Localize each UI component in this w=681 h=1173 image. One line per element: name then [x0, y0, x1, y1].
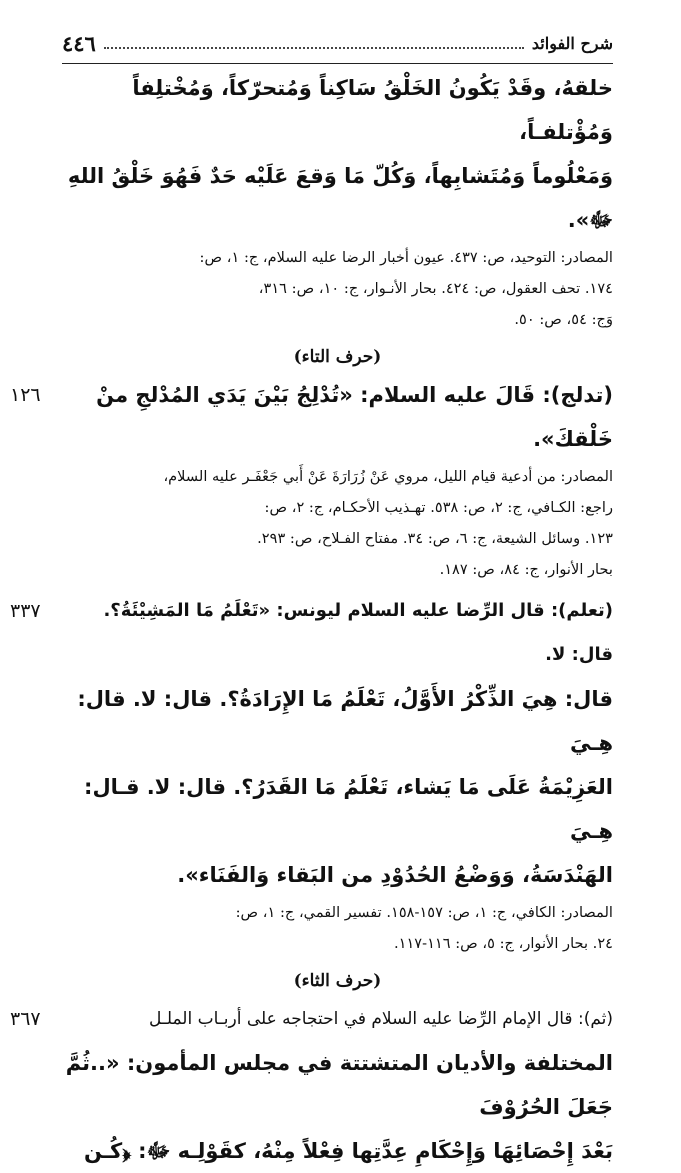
hadith-line: بَعْدَ إِحْصَائِهَا وَإِحْكَامِ عِدَّتِها فِعْلاً مِنْهُ، كقَوْلِـه ﷻ: ﴿كُـن	[83, 1139, 613, 1163]
hadith-line: الهَنْدَسَةُ، وَوَضْعُ الحُدُوْدِ من البَقاء وَالفَنَاء».	[177, 863, 613, 887]
hadith-line: (تعلم): قال الرِّضا عليه السلام ليونس: «تَعْلَمُ مَا المَشِيْئَةُ؟. قال: لا.	[103, 600, 613, 665]
hadith-line: (تدلج): قَالَ عليه السلام: «تُدْلِجُ بَيْنَ يَدَي المُدْلجِ منْ خَلْقكَ».	[96, 383, 613, 451]
page-body	[10, 66, 613, 1173]
source-line: المصادر: الكافي، ج: ١، ص: ١٥٧-١٥٨. تفسير القمي، ج: ١، ص:	[235, 904, 613, 921]
page-header	[62, 23, 613, 64]
source-line: ٢٤. بحار الأنوار، ج: ٥، ص: ١١٦-١١٧.	[393, 935, 613, 952]
source-line: ١٢٣. وسائل الشيعة، ج: ٦، ص: ٣٤. مفتاح الفـلاح، ص: ٢٩٣.	[257, 530, 613, 547]
hadith-line: وَمَعْلُوماً وَمُتَشابِهاً، وَكُلّ مَا وَقعَ عَلَيْه حَدٌ فَهُوَ خَلْقُ اللهِ ﷻ».	[67, 164, 613, 232]
source-line: ١٧٤. تحف العقول، ص: ٤٢٤. بحار الأنـوار، ج: ١٠، ص: ٣١٦،	[258, 280, 613, 297]
entry-number: ٣٦٧	[10, 1008, 41, 1030]
entry-number: ٣٣٧	[10, 600, 41, 622]
source-line: المصادر: من أدعية قيام الليل، مروي عَنْ زُرَارَةَ عَنْ أَبي جَعْفَـر عليه السلام،	[163, 468, 613, 485]
source-line: راجع: الكـافي، ج: ٢، ص: ٥٣٨. تهـذيب الأحكـام، ج: ٢، ص:	[264, 499, 613, 516]
entry-tadlij	[10, 373, 613, 585]
intro-passage	[62, 66, 613, 335]
page-number: ٤٤٦	[62, 30, 96, 56]
hadith-line: العَزِيْمَةُ عَلَى مَا يَشاء، تَعْلَمُ مَا القَدَرُ؟. قال: لا. قـال: هِـيَ	[84, 775, 613, 843]
hadith-line: قال: هِيَ الذِّكْرُ الأَوَّلُ، تَعْلَمُ مَا الإِرَادَةُ؟. قال: لا. قال: هِـيَ	[77, 687, 613, 755]
entry-taalam	[10, 589, 613, 959]
entry-thumma	[10, 997, 613, 1173]
hadith-line: (ثم): قال الإمام الرِّضا عليه السلام في احتجاجه على أربـاب الملـل	[148, 1009, 613, 1029]
section-heading: (حرف التاء)	[293, 347, 382, 367]
source-line: المصادر: التوحيد، ص: ٤٣٧. عيون أخبار الرضا عليه السلام، ج: ١، ص:	[199, 249, 613, 266]
entry-number: ١٢٦	[10, 384, 41, 406]
source-line: وَج: ٥٤، ص: ٥٠.	[514, 311, 613, 328]
source-line: بحار الأنوار، ج: ٨٤، ص: ١٨٧.	[439, 561, 613, 578]
hadith-line: خلقهُ، وقَدْ يَكُونُ الخَلْقُ سَاكِناً وَمُتحرّكاً، وَمُخْتلِفاً وَمُؤْتلفـاً،	[132, 76, 613, 144]
hadith-line: المختلفة والأديان المتشتتة في مجلس المأمون: «..ثُمَّ جَعَلَ الحُرُوْفَ	[65, 1051, 613, 1119]
header-dot-leader	[104, 47, 524, 49]
running-title: شرح الفوائد	[531, 33, 613, 53]
section-heading: (حرف الثاء)	[293, 971, 382, 991]
